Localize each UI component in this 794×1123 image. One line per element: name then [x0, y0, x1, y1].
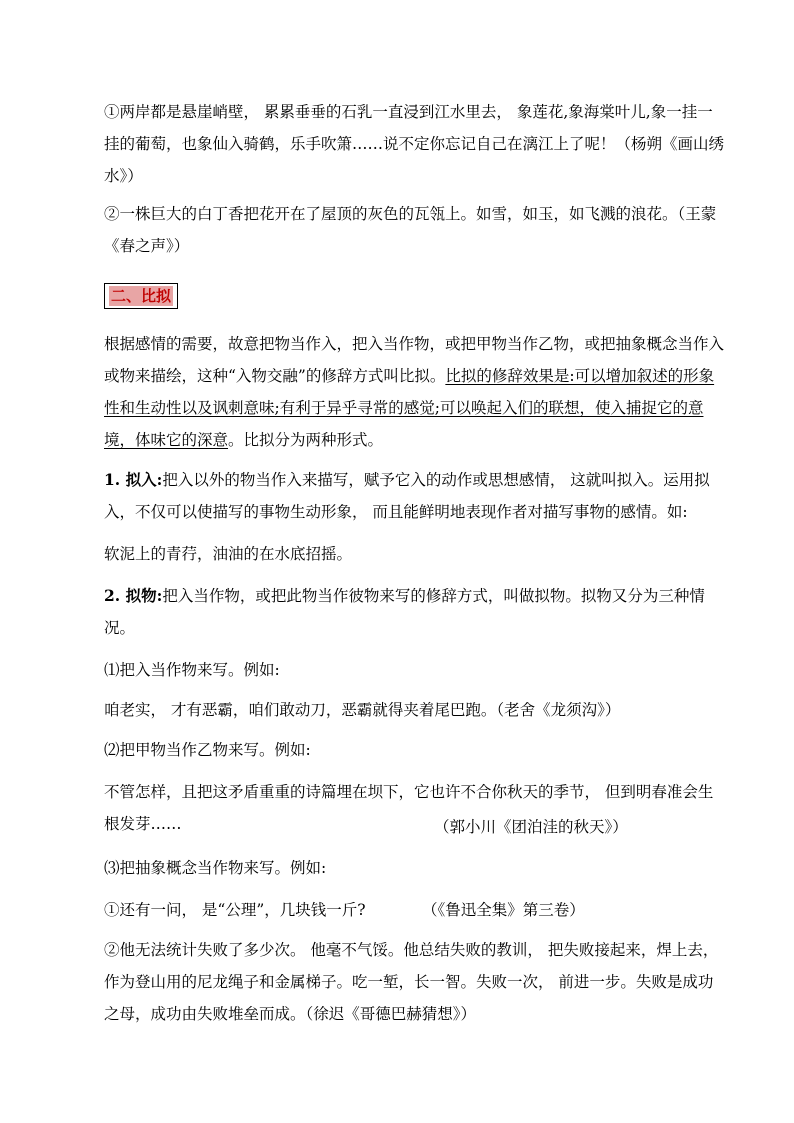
item-2-label: 2. 拟物: [104, 586, 163, 605]
sub-3-example-1-text: ①还有一问， 是“公理”，几块钱一斤? [104, 901, 366, 919]
intro-tail: 。比拟分为两种形式。 [228, 431, 384, 449]
sub-3-example-2: ②他无法统计失败了多少次。 他毫不气馁。他总结失败的教训， 把失败接起来，焊上去，作为登山用的尼龙绳子和金属梯子。吃一堑，长一智。失败一次， 前进一步。失败是成功之母，成功由失败堆垒而成。（徐迟《哥德巴赫猜想》） [104, 941, 719, 1023]
sub-2-heading: ⑵把甲物当作乙物来写。例如: [104, 741, 311, 759]
sub-3-example-1 [104, 894, 724, 926]
intro-effect-underlined: 比拟的修辞效果是:可以增加叙述的形象性和生动性以及讽刺意味;有利于异乎寻常的感觉;可以唤起入们的联想，使入捕捉它的意境，体味它的深意 [104, 367, 715, 449]
item-2-text: 把入当作物，或把此物当作彼物来写的修辞方式，叫做拟物。拟物又分为三种情况。 [104, 587, 705, 637]
intro-paragraph [104, 328, 724, 456]
item-1-text: 把入以外的物当作入来描写，赋予它入的动作或思想感情， 这就叫拟入。运用拟入，不仅可以使描写的事物生动形象， 而且能鲜明地表现作者对描写事物的感情。如: [104, 471, 710, 521]
item-2-paragraph [104, 580, 724, 644]
sub-2-example [104, 776, 724, 840]
sub-3-example-1-citation: （《鲁迅全集》第三卷） [422, 901, 585, 919]
sub-3-heading: ⑶把抽象概念当作物来写。例如: [104, 859, 327, 877]
section-heading-text: 二、比拟 [111, 287, 172, 305]
item-1-label: 1. 拟入: [104, 470, 163, 489]
sub-1-example: 咱老实， 才有恶霸，咱们敢动刀，恶霸就得夹着尾巴跑。（老舍《龙须沟》） [104, 701, 621, 719]
sub-2-citation: （郭小川《团泊洼的秋天》） [434, 818, 628, 836]
section-heading [104, 283, 178, 309]
sub-2-example-text: 不管怎样，且把这矛盾重重的诗篇埋在坝下，它也许不合你秋天的季节， 但到明春准会生根发芽…… [104, 783, 714, 833]
sub-1-heading: ⑴把入当作物来写。例如: [104, 661, 280, 679]
example-paragraph-1: ①两岸都是悬崖峭壁， 累累垂垂的石乳一直浸到江水里去， 象莲花,象海棠叶儿,象一挂一挂的葡萄，也象仙入骑鹤，乐手吹箫……说不定你忘记自己在漓江上了呢！（杨朔《画山绣水》） [104, 103, 725, 185]
item-1-example: 软泥上的青荇，油油的在水底招摇。 [104, 545, 353, 563]
intro-lead: 根据感情的需要，故意把物当作入，把入当作物，或把甲物当作乙物，或把抽象概念当作入或物来描绘，这种“入物交融”的修辞方式叫比拟。 [104, 335, 725, 385]
example-paragraph-2: ②一株巨大的白丁香把花开在了屋顶的灰色的瓦瓴上。如雪，如玉，如飞溅的浪花。（王蒙《春之声》） [104, 205, 717, 255]
item-1-paragraph [104, 464, 724, 528]
